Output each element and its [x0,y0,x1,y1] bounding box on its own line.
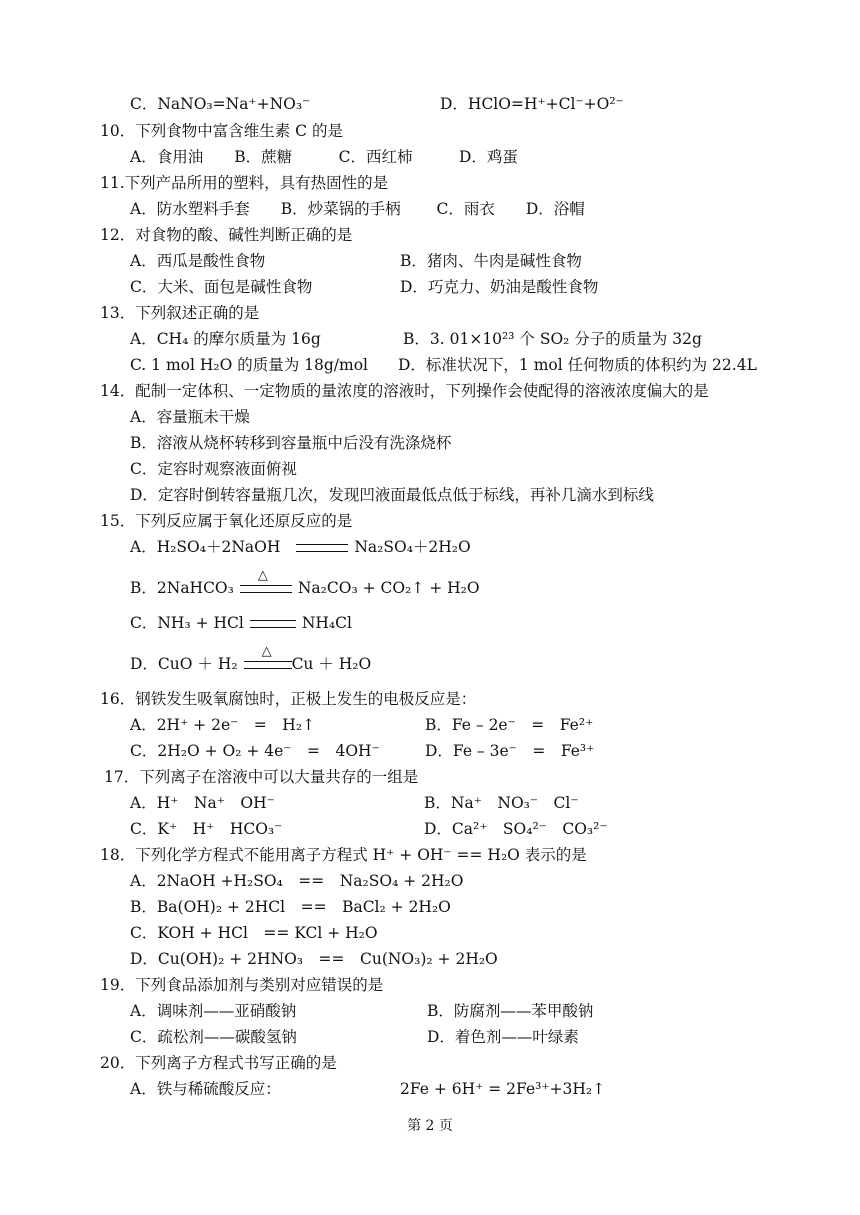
q17-option-a: A．H⁺ Na⁺ OH⁻ [130,794,275,812]
delta-icon: △ [257,568,268,583]
q19-option-b: B．防腐剂——苯甲酸钠 [427,1002,594,1020]
q16-option-c: C．2H₂O + O₂ + 4e⁻ = 4OH⁻ [130,742,380,760]
q12-option-c: C．大米、面包是碱性食物 [130,278,313,296]
q16-option-b: B．Fe – 2e⁻ = Fe²⁺ [425,716,594,734]
q13-option-c: C. 1 mol H₂O 的质量为 18g/mol [130,356,369,374]
q16-option-a: A．2H⁺ + 2e⁻ = H₂↑ [130,716,316,734]
q19-stem: 19．下列食品添加剂与类别对应错误的是 [100,976,384,994]
q11-stem: 11.下列产品所用的塑料，具有热固性的是 [100,174,389,192]
q11-options: A．防水塑料手套 B．炒菜锅的手柄 C．雨衣 D．浴帽 [130,200,585,218]
q12-option-d: D．巧克力、奶油是酸性食物 [400,278,599,296]
q15-option-a [130,537,471,557]
q16-option-d: D．Fe – 3e⁻ = Fe³⁺ [425,742,595,760]
equals-sign-icon [250,620,296,628]
q13-option-a: A．CH₄ 的摩尔质量为 16g [130,330,321,348]
q17-option-c: C．K⁺ H⁺ HCO₃⁻ [130,820,283,838]
q13-option-d: D．标准状况下，1 mol 任何物质的体积约为 22.4L [398,356,757,374]
q15-option-d [130,644,372,674]
q15-a-products: Na₂SO₄＋2H₂O [354,538,471,556]
q14-option-c: C．定容时观察液面俯视 [130,460,297,478]
q12-option-b: B．猪肉、牛肉是碱性食物 [400,252,582,270]
q14-option-b: B．溶液从烧杯转移到容量瓶中后没有洗涤烧杯 [130,434,452,452]
q17-option-b: B．Na⁺ NO₃⁻ Cl⁻ [424,794,579,812]
q19-option-a: A．调味剂——亚硝酸钠 [130,1002,297,1020]
q10-stem: 10．下列食物中富含维生素 C 的是 [100,122,343,140]
q15-stem: 15．下列反应属于氧化还原反应的是 [100,512,353,530]
q18-option-b: B．Ba(OH)₂ + 2HCl == BaCl₂ + 2H₂O [130,898,451,916]
q14-stem: 14．配制一定体积、一定物质的量浓度的溶液时，下列操作会使配得的溶液浓度偏大的是 [100,382,709,400]
q19-option-d: D．着色剂——叶绿素 [427,1028,579,1046]
q14-option-d: D．定容时倒转容量瓶几次，发现凹液面最低点低于标线，再补几滴水到标线 [130,486,654,504]
q15-d-reactants: D．CuO ＋ H₂ [130,655,238,673]
q15-b-products: Na₂CO₃ + CO₂↑ + H₂O [297,579,480,597]
q13-stem: 13．下列叙述正确的是 [100,304,260,322]
q17-stem: 17．下列离子在溶液中可以大量共存的一组是 [104,768,419,786]
q18-option-c: C．KOH + HCl == KCl + H₂O [130,924,378,942]
q19-option-c: C．疏松剂——碳酸氢钠 [130,1028,297,1046]
q12-option-a: A．西瓜是酸性食物 [130,252,266,270]
q15-option-b [130,568,480,598]
q16-stem: 16．钢铁发生吸氧腐蚀时，正极上发生的电极反应是： [100,690,477,708]
q18-option-d: D．Cu(OH)₂ + 2HNO₃ == Cu(NO₃)₂ + 2H₂O [130,950,498,968]
q10-options: A．食用油 B．蔗糖 C．西红柿 D．鸡蛋 [130,148,518,166]
q20-option-a-equation: 2Fe + 6H⁺ = 2Fe³⁺+3H₂↑ [400,1080,606,1098]
q15-a-reactants: A．H₂SO₄＋2NaOH [130,538,281,556]
heat-arrow-icon [244,644,292,669]
equals-sign-icon [296,544,348,552]
q15-b-reactants: B．2NaHCO₃ [130,579,234,597]
q9-option-c: C．NaNO₃=Na⁺+NO₃⁻ [130,95,311,113]
q12-stem: 12．对食物的酸、碱性判断正确的是 [100,226,353,244]
page-number: 第 2 页 [407,1118,453,1134]
heat-arrow-icon [240,568,292,593]
q15-d-products: Cu ＋ H₂O [291,655,372,673]
q13-option-b: B．3. 01×10²³ 个 SO₂ 分子的质量为 32g [403,330,702,348]
q18-option-a: A．2NaOH +H₂SO₄ == Na₂SO₄ + 2H₂O [130,872,464,890]
q18-stem: 18．下列化学方程式不能用离子方程式 H⁺ + OH⁻ == H₂O 表示的是 [100,846,587,864]
q17-option-d: D．Ca²⁺ SO₄²⁻ CO₃²⁻ [424,820,608,838]
q9-option-d: D．HClO=H⁺+Cl⁻+O²⁻ [440,95,624,113]
q14-option-a: A．容量瓶未干燥 [130,408,250,426]
q20-option-a-label: A．铁与稀硫酸反应： [130,1080,281,1098]
delta-icon: △ [261,644,272,659]
q15-c-products: NH₄Cl [301,614,352,632]
q15-option-c [130,613,352,633]
q15-c-reactants: C．NH₃ + HCl [130,614,244,632]
q20-stem: 20．下列离子方程式书写正确的是 [100,1054,337,1072]
